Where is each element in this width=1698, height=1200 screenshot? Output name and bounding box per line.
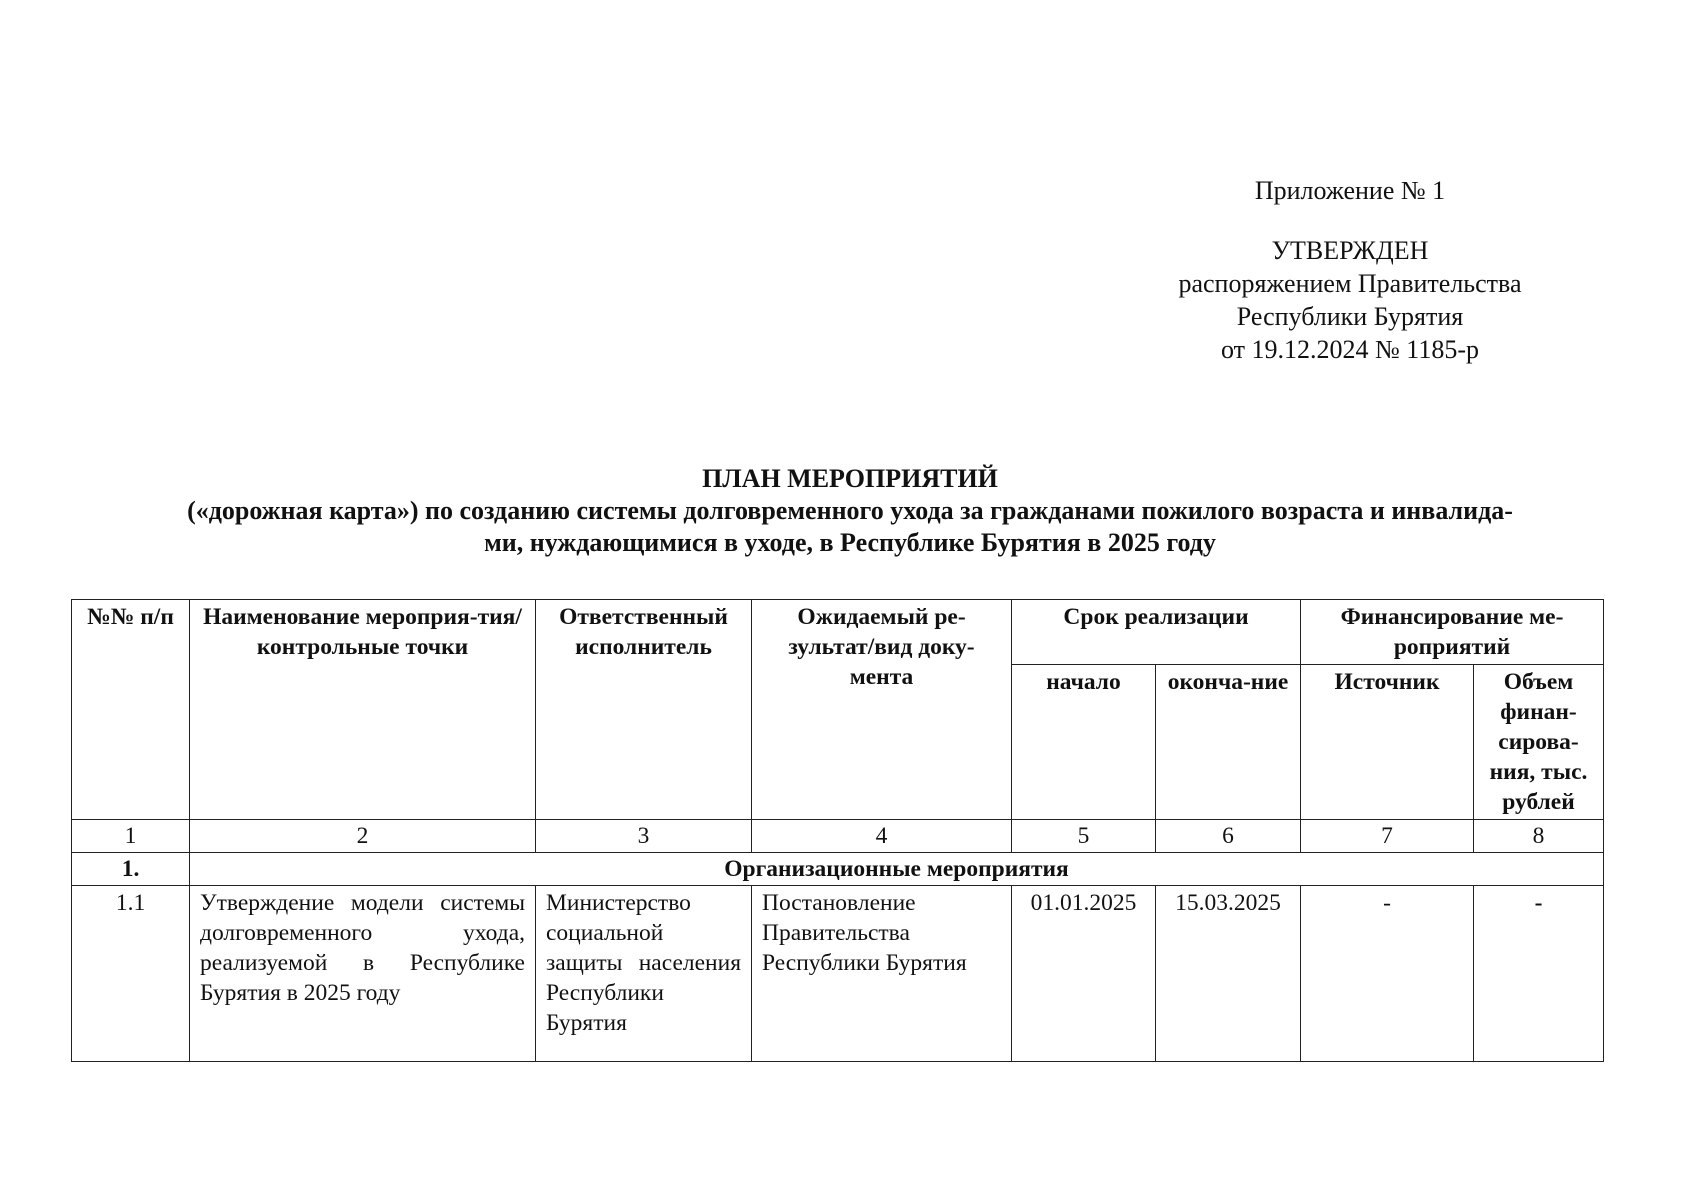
end-date: 15.03.2025 <box>1156 886 1301 1062</box>
responsible-executor: Министерство социальной защиты населения Республики Бурятия <box>536 886 752 1062</box>
column-number: 5 <box>1012 820 1156 853</box>
column-number: 7 <box>1301 820 1474 853</box>
section-title: Организационные мероприятия <box>190 853 1604 886</box>
column-number: 2 <box>190 820 536 853</box>
section-number: 1. <box>72 853 190 886</box>
header-period: Срок реализации <box>1012 600 1301 665</box>
header-name: Наименование мероприя-тия/ контрольные точки <box>190 600 536 820</box>
title-main: ПЛАН МЕРОПРИЯТИЙ <box>702 464 998 493</box>
approval-date-line: от 19.12.2024 № 1185-р <box>1220 335 1480 364</box>
section-row <box>72 853 1604 886</box>
title-line-2: («дорожная карта») по созданию системы долговременного ухода за гражданами пожилого возраста и инвалида- <box>187 496 1513 525</box>
row-number: 1.1 <box>72 886 190 1062</box>
header-result: Ожидаемый ре-зультат/вид доку-мента <box>752 600 1012 820</box>
expected-result: Постановление Правительства Республики Бурятия <box>752 886 1012 1062</box>
document-title <box>100 463 1600 559</box>
column-number: 1 <box>72 820 190 853</box>
activity-name: Утверждение модели системы долговременного ухода, реализуемой в Республике Бурятия в 2025 году <box>190 886 536 1062</box>
approved-by-line-2: Республики Бурятия <box>1236 302 1464 331</box>
approved-by-line-1: распоряжением Правительства <box>1178 269 1522 298</box>
column-number: 4 <box>752 820 1012 853</box>
column-number-row <box>72 820 1604 853</box>
header-executor: Ответственный исполнитель <box>536 600 752 820</box>
column-number: 6 <box>1156 820 1301 853</box>
header-source: Источник <box>1301 665 1474 820</box>
header-financing: Финансирование ме-роприятий <box>1301 600 1604 665</box>
plan-table <box>71 599 1604 1062</box>
approval-block <box>1150 174 1550 366</box>
header-row-1 <box>72 600 1604 665</box>
approved-label: УТВЕРЖДЕН <box>1271 236 1429 265</box>
header-volume: Объем финан-сирова-ния, тыс. рублей <box>1474 665 1604 820</box>
funding-volume: - <box>1474 886 1604 1062</box>
appendix-label: Приложение № 1 <box>1254 176 1446 205</box>
spacer <box>1150 207 1550 234</box>
header-end: оконча-ние <box>1156 665 1301 820</box>
column-number: 8 <box>1474 820 1604 853</box>
title-line-3: ми, нуждающимися в уходе, в Республике Бурятия в 2025 году <box>484 528 1216 557</box>
funding-source: - <box>1301 886 1474 1062</box>
column-number: 3 <box>536 820 752 853</box>
header-num: №№ п/п <box>72 600 190 820</box>
header-start: начало <box>1012 665 1156 820</box>
start-date: 01.01.2025 <box>1012 886 1156 1062</box>
table-row <box>72 886 1604 1062</box>
